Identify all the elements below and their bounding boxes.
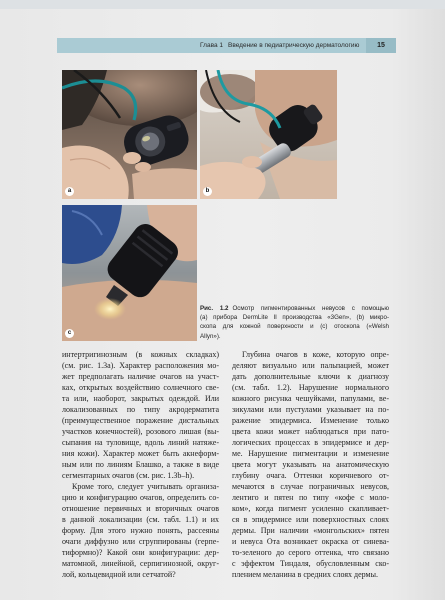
text-line: (см. табл. 1.2). Нарушение нормального: [232, 383, 389, 392]
text-line: ком», когда пигмент усиленно скапливает-: [232, 504, 389, 513]
panel-label-a: a: [65, 187, 74, 196]
paragraph: [62, 481, 219, 580]
caption-text: Осмотр пигментированных невусов с помощью: [232, 305, 389, 312]
text-column-right: [232, 349, 389, 580]
text-line: ным или по линиям Блашко, а также в виде: [62, 460, 219, 469]
text-line: участков конечностей), розового лишая (вы-: [62, 427, 219, 436]
text-line: форму. Для этого нужно понять, рассеяны: [62, 526, 219, 535]
text-line: лой, кольцевидной или сетчатой?: [62, 570, 176, 579]
text-line: тиформно)? Какой они конфигурации: дер-: [62, 548, 219, 557]
text-line: интертригинозным (в кожных складках): [62, 350, 219, 359]
page-number: 15: [366, 38, 396, 53]
panel-label-b: b: [203, 187, 212, 196]
chapter-label: Глава 1: [200, 42, 223, 49]
text-line: лентиго и пятен по типу «кофе с моло-: [232, 493, 389, 502]
text-line: Кроме того, следует учитывать организа-: [72, 482, 219, 491]
text-line: плением меланина в средних слоях дермы.: [232, 570, 378, 579]
caption-line: Allyn»).: [200, 332, 221, 340]
text-line: деляют визуально или пальпацией, может: [232, 361, 389, 370]
caption-line: [200, 304, 389, 313]
photo-a-image: [62, 70, 197, 199]
finger: [242, 156, 262, 168]
text-line: логических процессах в эпидермисе и дер-: [232, 438, 389, 447]
running-header: [200, 38, 359, 53]
paragraph: [62, 349, 219, 481]
text-line: дермы. При наличии «монгольских» пятен: [232, 526, 389, 535]
text-line: ме. Нарушение пигментации и изменение: [232, 449, 389, 458]
text-line: та или, наоборот, закрытых одеждой. Или: [62, 394, 219, 403]
text-line: то-зеленого до серого оттенка, что связано: [232, 548, 389, 557]
text-line: ся в эпидермисе или поверхностных слоях: [232, 515, 389, 524]
text-line: ния кожи). Характер может быть акнеформ-: [62, 449, 219, 458]
caption-line: скопа для кожной поверхности и (c) отоскопа («Welsh: [200, 323, 389, 331]
photo-b: [200, 70, 337, 199]
finger: [123, 152, 141, 164]
text-line: цвета могут указывать на анатомическую: [232, 460, 389, 469]
text-line: в данной локализации (см. табл. 1.1) и их: [62, 515, 219, 524]
text-line: отношение первичных и вторичных очагов: [62, 504, 219, 513]
finger: [135, 162, 151, 172]
text-column-left: [62, 349, 219, 580]
scan-edge: [0, 0, 445, 9]
panel-label-c: c: [65, 329, 74, 338]
photo-c: [62, 205, 197, 341]
text-line: ражение эпидермиса. Изменение только: [232, 416, 389, 425]
text-line: (преимущественное поражение дистальных: [62, 416, 219, 425]
text-line: цию и конфигурацию очагов, определить со-: [62, 493, 219, 502]
figure-caption: [200, 304, 389, 341]
text-line: мечаются в случае пограничных невусов,: [232, 482, 389, 491]
photo-a: [62, 70, 197, 199]
text-line: зикулами или пустулами указывает на по-: [232, 405, 389, 414]
chapter-title: Введение в педиатрическую дерматологию: [227, 42, 360, 49]
photo-b-image: [200, 70, 337, 199]
text-line: сыпания на туловище, вдоль линий натяже-: [62, 438, 219, 447]
text-line: локализованных по типу акродерматита: [62, 405, 219, 414]
skin: [132, 168, 197, 199]
text-line: с эффектом Тиндаля, обусловленным ско-: [232, 559, 389, 568]
figure-label: Рис. 1.2: [200, 305, 229, 312]
light-glow: [94, 298, 126, 320]
text-line: жет предполагать наличие очагов на участ-: [62, 372, 219, 381]
text-line: цвета кожи может наблюдаться при пато-: [232, 427, 389, 436]
text-line: ках, открытых воздействию солнечного све-: [62, 383, 219, 392]
paragraph: [232, 349, 389, 580]
text-line: и невуса Ота возникает окраска от синева-: [232, 537, 389, 546]
text-line: матомной, линейной, серпигинозной, округ-: [62, 559, 219, 568]
text-line: (см. рис. 1.3a). Характер расположения мо-: [62, 361, 219, 370]
text-line: кожного рисунка чешуйками, папулами, ве-: [232, 394, 389, 403]
photo-c-image: [62, 205, 197, 341]
text-line: дать дополнительные ключи к диагнозу: [232, 372, 389, 381]
text-line: очаги диффузно или сгруппированы (герпе-: [62, 537, 219, 546]
text-line: Глубина очагов в коже, которую опре-: [242, 350, 389, 359]
caption-line: (a) прибора DermLite II производства «3Gen», (b) микро-: [200, 314, 389, 322]
text-line: сегментарных очагов (см. рис. 1.3b–h).: [62, 471, 195, 480]
text-line: глубину очага. Оттенки коричневого от-: [232, 471, 389, 480]
